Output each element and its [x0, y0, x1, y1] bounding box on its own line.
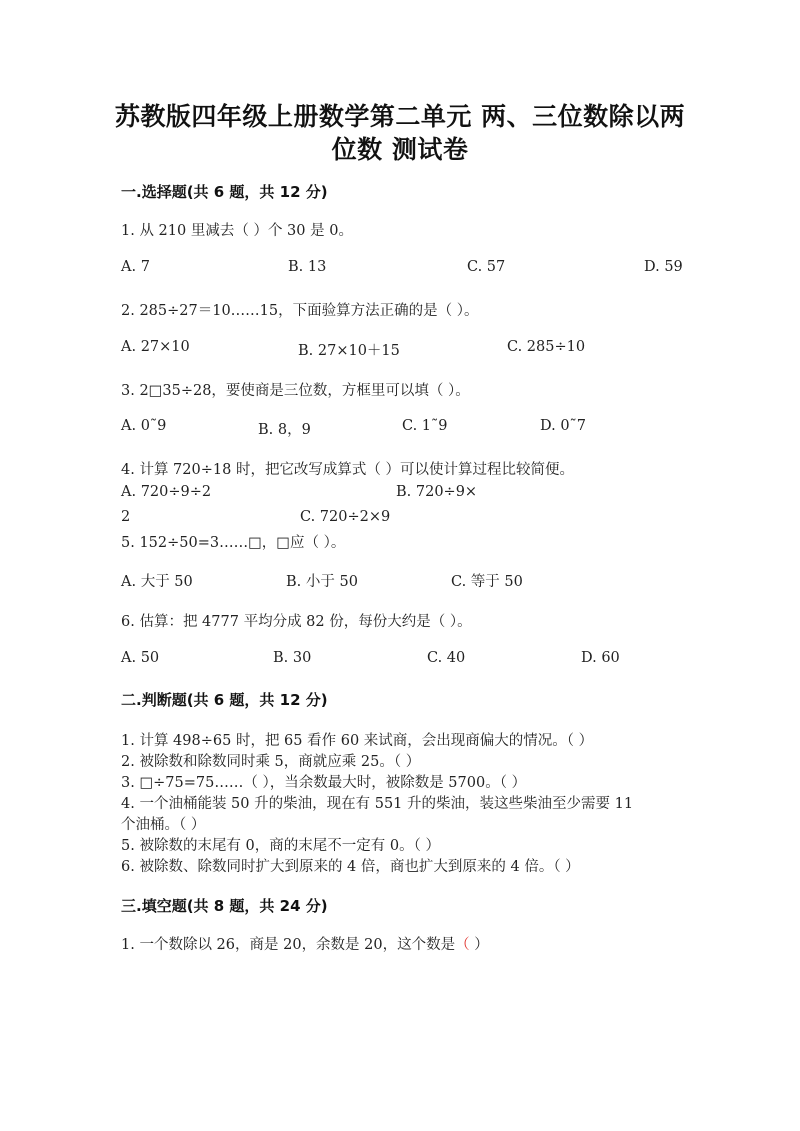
question-1-6: 6. 估算：把 4777 平均分成 82 份，每份大约是（ ）。	[121, 614, 472, 630]
judge-item-6: 6. 被除数、除数同时扩大到原来的 4 倍，商也扩大到原来的 4 倍。（ ）	[121, 859, 580, 875]
option-1-2-a[interactable]: A. 27×10	[121, 339, 190, 355]
option-1-1-d[interactable]: D. 59	[644, 259, 683, 275]
judge-item-1: 1. 计算 498÷65 时，把 65 看作 60 来试商，会出现商偏大的情况。（ ）	[121, 733, 594, 749]
fill-question-1	[121, 933, 489, 954]
section-heading-fill-blank: 三.填空题(共 8 题，共 24 分)	[121, 897, 328, 915]
question-1-3: 3. 2□35÷28，要使商是三位数，方框里可以填（ ）。	[121, 383, 470, 399]
judge-item-4-continued: 个油桶。（ ）	[121, 817, 206, 833]
option-1-6-a[interactable]: A. 50	[121, 650, 160, 666]
option-1-5-c[interactable]: C. 等于 50	[451, 574, 523, 590]
option-1-2-b[interactable]: B. 27×10＋15	[298, 343, 400, 359]
answer-blank-close-paren: ）	[469, 937, 489, 953]
judge-item-4: 4. 一个油桶能装 50 升的柴油，现在有 551 升的柴油，装这些柴油至少需要 11	[121, 796, 634, 812]
option-1-6-b[interactable]: B. 30	[273, 650, 312, 666]
section-heading-true-false: 二.判断题(共 6 题，共 12 分)	[121, 691, 328, 709]
option-1-4-b-continued: 2	[121, 509, 131, 525]
judge-item-3: 3. □÷75=75……（ ），当余数最大时，被除数是 5700。（ ）	[121, 775, 527, 791]
question-1-5: 5. 152÷50=3……□，□应（ ）。	[121, 535, 346, 551]
option-1-4-b[interactable]: B. 720÷9×	[396, 484, 478, 500]
question-1-4: 4. 计算 720÷18 时，把它改写成算式（ ）可以使计算过程比较简便。	[121, 462, 575, 478]
judge-item-5: 5. 被除数的末尾有 0，商的末尾不一定有 0。（ ）	[121, 838, 440, 854]
option-1-3-a[interactable]: A. 0˜9	[121, 418, 167, 434]
option-1-1-b[interactable]: B. 13	[288, 259, 327, 275]
option-1-5-a[interactable]: A. 大于 50	[121, 574, 193, 590]
option-1-3-c[interactable]: C. 1˜9	[402, 418, 448, 434]
fill-question-1-text: 1. 一个数除以 26，商是 20，余数是 20，这个数是	[121, 937, 456, 953]
option-1-4-c[interactable]: C. 720÷2×9	[300, 509, 391, 525]
page-title-line-2: 位数 测试卷	[331, 135, 469, 164]
page-title-line-1: 苏教版四年级上册数学第二单元 两、三位数除以两	[114, 102, 686, 131]
question-1-1: 1. 从 210 里减去（ ）个 30 是 0。	[121, 223, 353, 239]
option-1-1-a[interactable]: A. 7	[121, 259, 150, 275]
option-1-1-c[interactable]: C. 57	[467, 259, 506, 275]
section-heading-choice: 一.选择题(共 6 题，共 12 分)	[121, 183, 328, 201]
option-1-2-c[interactable]: C. 285÷10	[507, 339, 586, 355]
option-1-4-a[interactable]: A. 720÷9÷2	[121, 484, 212, 500]
question-1-2: 2. 285÷27＝10……15，下面验算方法正确的是（ ）。	[121, 303, 479, 319]
option-1-5-b[interactable]: B. 小于 50	[286, 574, 358, 590]
option-1-6-d[interactable]: D. 60	[581, 650, 620, 666]
option-1-3-b[interactable]: B. 8，9	[258, 422, 311, 438]
option-1-3-d[interactable]: D. 0˜7	[540, 418, 587, 434]
judge-item-2: 2. 被除数和除数同时乘 5，商就应乘 25。（ ）	[121, 754, 421, 770]
option-1-6-c[interactable]: C. 40	[427, 650, 466, 666]
answer-blank-open-paren[interactable]: （	[455, 937, 470, 953]
